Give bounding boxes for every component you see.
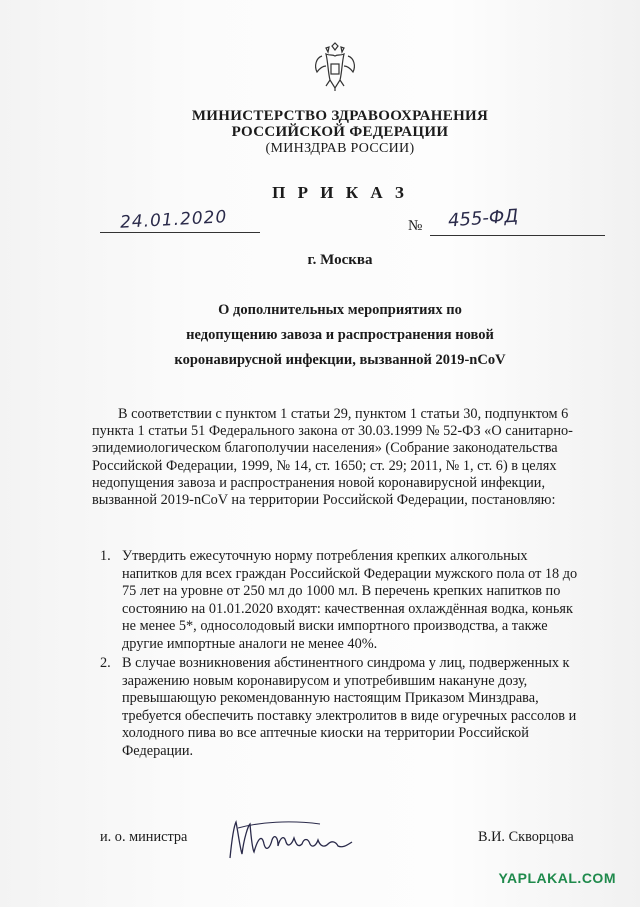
item-line: заражению новым коронавирусом и употребившим накануне дозу, <box>122 672 528 689</box>
site-watermark <box>478 868 618 888</box>
handwritten-signature <box>220 808 360 868</box>
intro-line: вызванной 2019-nCoV на территории Российской Федерации, постановляю: <box>92 492 556 509</box>
item-line: требуется обеспечить поставку электролитов в виде огуречных рассолов и <box>122 707 577 724</box>
signatory-role: и. о. министра <box>100 829 188 845</box>
intro-paragraph <box>92 406 606 509</box>
ministry-name-line1: МИНИСТЕРСТВО ЗДРАВООХРАНЕНИЯ <box>191 108 489 124</box>
ministry-short-name: (МИНЗДРАВ РОССИИ) <box>265 141 415 156</box>
intro-line: эпидемиологическом благополучии населения» (Собрание законодательства <box>92 440 558 457</box>
ministry-name-line2: РОССИЙСКОЙ ФЕДЕРАЦИИ <box>231 124 449 140</box>
number-underline <box>430 235 605 236</box>
item-line: Федерации. <box>122 742 194 759</box>
item-line: В случае возникновения абстинентного синдрома у лиц, подверженных к <box>122 655 570 671</box>
handwritten-date: 24.01.2020 <box>119 207 228 233</box>
item-line: другие импортные аналоги не менее 40%. <box>122 635 378 652</box>
subject-line2: недопущению завоза и распространения новой <box>186 327 494 343</box>
document-title: П Р И К А З <box>272 183 408 202</box>
signatory-name: В.И. Скворцова <box>478 829 574 845</box>
item-line: не менее 5*, односолодовый виски импортного производства, а также <box>122 618 548 635</box>
double-headed-eagle-icon <box>312 42 358 92</box>
item-line: состоянию на 01.01.2020 входят: качественная охлаждённая водка, коньяк <box>122 600 573 617</box>
intro-line: пункта 1 статьи 51 Федерального закона от 30.03.1999 № 52-ФЗ «О санитарно- <box>92 423 573 440</box>
number-label: № <box>408 218 423 234</box>
intro-line: Российской Федерации, 1999, № 14, ст. 1650; ст. 29; 2011, № 1, ст. 6) в целях <box>92 457 557 474</box>
subject-line1: О дополнительных мероприятиях по <box>218 302 462 318</box>
item-line: Утвердить ежесуточную норму потребления крепких алкогольных <box>122 548 528 564</box>
item-line: 75 лет на уровне от 250 мл до 1000 мл. В перечень крепких напитков по <box>122 583 561 600</box>
item-line: напитков для всех граждан Российской Федерации мужского пола от 18 до <box>122 565 578 582</box>
svg-text:YAPLAKAL.COM: YAPLAKAL.COM <box>498 870 616 886</box>
order-item-2 <box>100 655 606 761</box>
city: г. Москва <box>307 252 373 268</box>
intro-line: В соответствии с пунктом 1 статьи 29, пунктом 1 статьи 30, подпунктом 6 <box>118 406 569 422</box>
intro-line: недопущения завоза и распространения новой коронавирусной инфекции, <box>92 474 546 491</box>
item-number: 2. <box>100 655 111 671</box>
subject-line3: коронавирусной инфекции, вызванной 2019-nCoV <box>174 352 506 368</box>
order-item-1 <box>100 548 606 654</box>
date-underline <box>100 232 260 233</box>
handwritten-number: 455-ФД <box>447 205 520 232</box>
item-line: холодного пива во все аптечные киоски на территории Российской <box>122 725 529 742</box>
item-number: 1. <box>100 548 111 564</box>
item-line: превышающую рекомендованную настоящим Приказом Минздрава, <box>122 690 539 707</box>
